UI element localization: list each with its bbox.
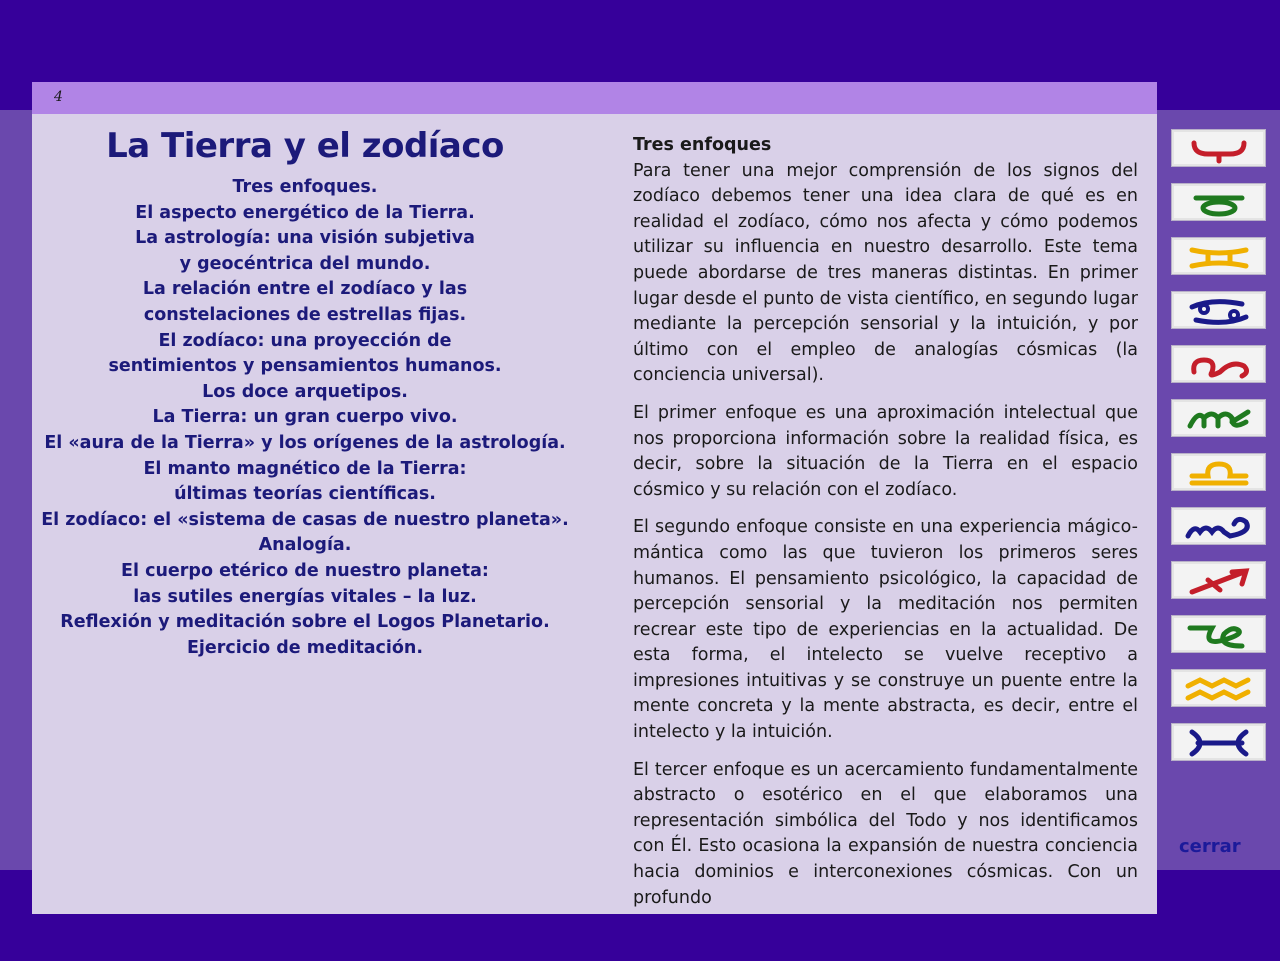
close-button[interactable]: cerrar xyxy=(1179,836,1241,857)
libra-button[interactable] xyxy=(1171,453,1266,491)
cancer-icon xyxy=(1172,292,1267,330)
virgo-button[interactable] xyxy=(1171,399,1266,437)
article-paragraph: Para tener una mejor comprensión de los signos del zodíaco debemos tener una idea clara de qué es en realidad el zodíaco, cómo nos afecta y cómo podemos utilizar su influencia en nuestro desarrollo. Este tema puede abordarse de tres maneras distintas. En primer lugar desde el punto de vista científico, en segundo lugar mediante la percepción sensorial y la intuición, y por último con el empleo de analogías cósmicas (la conciencia universal). xyxy=(633,160,1139,386)
taurus-button[interactable] xyxy=(1171,183,1266,221)
pisces-icon xyxy=(1172,724,1267,762)
toc-item: Reflexión y meditación sobre el Logos Planetario. xyxy=(60,612,550,633)
aries-icon xyxy=(1172,130,1267,168)
capricorn-button[interactable] xyxy=(1171,615,1266,653)
toc-item: Los doce arquetipos. xyxy=(202,381,408,402)
article-paragraph: El segundo enfoque consiste en una experiencia mágico-mántica como las que tuvieron los primeros seres humanos. El pensamiento psicológico, la capacidad de percepción sensorial y la meditación nos permiten recrear este tipo de experiencias en la actualidad. De esta forma, el intelecto se vuelve receptivo a impresiones intuitivas y se construye un puente entre la mente concreta y la mente abstracta, es decir, entre el intelecto y la intuición. xyxy=(633,517,1138,743)
pisces-button[interactable] xyxy=(1171,723,1266,761)
toc-item: El «aura de la Tierra» y los orígenes de la astrología. xyxy=(44,432,566,453)
toc-item: y geocéntrica del mundo. xyxy=(179,253,431,274)
toc-item: constelaciones de estrellas fijas. xyxy=(143,304,467,325)
page-header xyxy=(32,82,1157,114)
toc-item: Tres enfoques. xyxy=(232,177,378,197)
capricorn-icon xyxy=(1172,616,1267,654)
article-paragraph: El tercer enfoque es un acercamiento fundamentalmente abstracto o esotérico en el que elaboramos una representación simbólica del Todo y nos identificamos con Él. Esto ocasiona la expansión de nuestra conciencia hacia dominios e interconexiones cósmicas. Con un profundo xyxy=(633,759,1138,908)
toc-item: El manto magnético de la Tierra: xyxy=(143,458,467,479)
virgo-icon xyxy=(1172,400,1267,438)
toc-item: El zodíaco: una proyección de xyxy=(158,330,452,351)
gemini-icon xyxy=(1172,238,1267,276)
toc-item: Ejercicio de meditación. xyxy=(186,637,424,658)
sagittarius-icon xyxy=(1172,562,1267,600)
toc-item: El aspecto energético de la Tierra. xyxy=(135,202,475,223)
cancer-button[interactable] xyxy=(1171,291,1266,329)
toc-item: La Tierra: un gran cuerpo vivo. xyxy=(152,407,458,428)
toc-item: El zodíaco: el «sistema de casas de nuestro planeta». xyxy=(41,509,569,530)
sagittarius-button[interactable] xyxy=(1171,561,1266,599)
page-title: La Tierra y el zodíaco xyxy=(106,126,504,166)
article-paragraph: El primer enfoque es una aproximación intelectual que nos proporciona información sobre la realidad física, es decir, sobre la situación de la Tierra en el espacio cósmico y su relación con el zodíaco. xyxy=(633,402,1138,500)
book-page xyxy=(32,82,1157,914)
scorpio-icon xyxy=(1172,508,1267,546)
toc-item: las sutiles energías vitales – la luz. xyxy=(133,586,477,607)
toc-item: sentimientos y pensamientos humanos. xyxy=(108,356,502,377)
aries-button[interactable] xyxy=(1171,129,1266,167)
libra-icon xyxy=(1172,454,1267,492)
taurus-icon xyxy=(1172,184,1267,222)
toc-item: La astrología: una visión subjetiva xyxy=(135,228,475,249)
article-heading: Tres enfoques xyxy=(633,135,772,155)
leo-icon xyxy=(1172,346,1267,384)
article xyxy=(633,133,1138,923)
chapter-contents xyxy=(32,175,578,661)
scorpio-button[interactable] xyxy=(1171,507,1266,545)
zodiac-navigation xyxy=(1171,129,1266,777)
leo-button[interactable] xyxy=(1171,345,1266,383)
toc-item: El cuerpo etérico de nuestro planeta: xyxy=(121,560,489,581)
gemini-button[interactable] xyxy=(1171,237,1266,275)
toc-item: La relación entre el zodíaco y las xyxy=(142,279,468,300)
aquarius-button[interactable] xyxy=(1171,669,1266,707)
aquarius-icon xyxy=(1172,670,1267,708)
toc-item: Analogía. xyxy=(258,535,352,556)
page-number: 4 xyxy=(54,89,63,105)
toc-item: últimas teorías científicas. xyxy=(174,484,436,505)
